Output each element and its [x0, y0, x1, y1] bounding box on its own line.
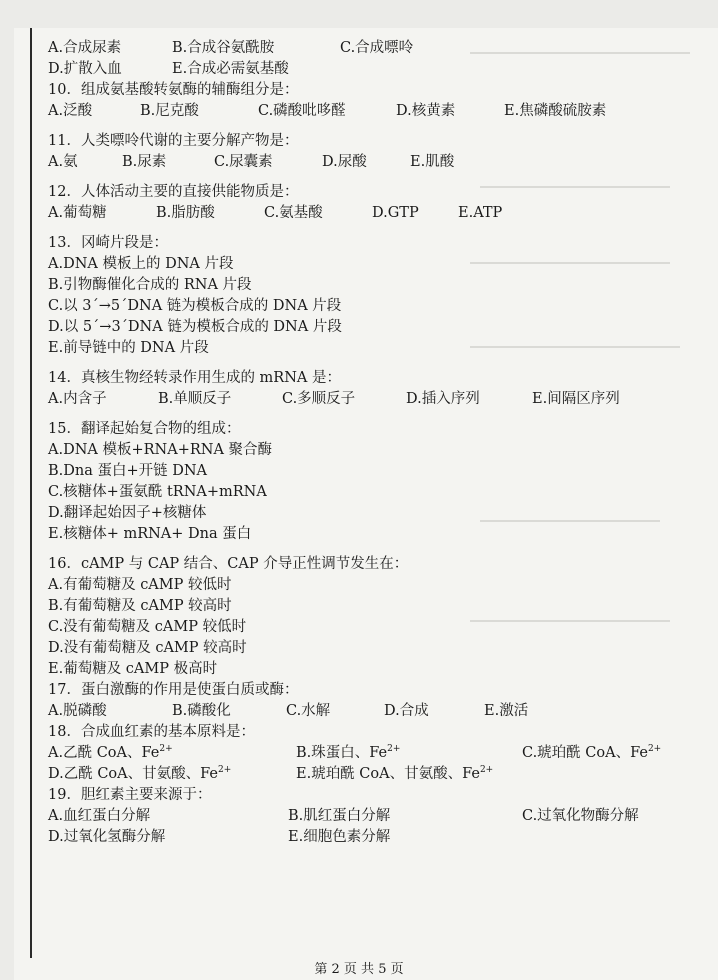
q15-option-c: C.核糖体+蛋氨酰 tRNA+mRNA [48, 484, 267, 500]
q19-option-e: E.细胞色素分解 [288, 829, 391, 845]
q10-option-b: B.尼克酸 [140, 103, 199, 119]
q18-option-a-charge: 2+ [159, 744, 173, 754]
q10-option-d: D.核黄素 [396, 103, 456, 119]
question-list [48, 38, 708, 848]
q14-option-b: B.单顺反子 [158, 391, 232, 407]
q10-option-e: E.焦磷酸硫胺素 [504, 103, 607, 119]
q18-option-e-charge: 2+ [479, 765, 494, 775]
q18-option-e [296, 764, 493, 785]
q9-option-a: A.合成尿素 [48, 40, 122, 56]
q12-option-d: D.GTP [372, 205, 419, 221]
q16-option-a: A.有葡萄糖及 cAMP 较低时 [48, 577, 232, 593]
q18-option-b-text: B.珠蛋白、Fe [296, 745, 388, 761]
q13-option-a: A.DNA 模板上的 DNA 片段 [48, 256, 234, 272]
q18-option-d-text: D.乙酰 CoA、甘氨酸、Fe [48, 766, 218, 782]
q18-option-d-charge: 2+ [217, 765, 232, 775]
q9-options-row1 [48, 38, 708, 59]
q14-options [48, 389, 708, 410]
q15-option-b: B.Dna 蛋白+开链 DNA [48, 463, 208, 479]
q13-option-d: D.以 5ˊ→3ˊDNA 链为模板合成的 DNA 片段 [48, 319, 342, 335]
q18-options-row1 [48, 743, 708, 764]
q14-stem: 14．真核生物经转录作用生成的 mRNA 是： [48, 370, 341, 386]
q19-options-row1 [48, 806, 708, 827]
q18-option-e-text: E.琥珀酰 CoA、甘氨酸、Fe [296, 766, 480, 782]
q10-stem: 10．组成氨基酸转氨酶的辅酶组分是： [48, 82, 299, 98]
q9-option-e: E.合成必需氨基酸 [172, 61, 289, 77]
q10-options [48, 101, 708, 122]
q15-option-a: A.DNA 模板+RNA+RNA 聚合酶 [48, 442, 273, 458]
q18-option-a-text: A.乙酰 CoA、Fe [48, 745, 160, 761]
q11-option-d: D.尿酸 [322, 154, 367, 170]
q16-option-b: B.有葡萄糖及 cAMP 较高时 [48, 598, 232, 614]
q9-options-row2 [48, 59, 708, 80]
q18-stem: 18．合成血红素的基本原料是： [48, 724, 255, 740]
q16-stem: 16．cAMP 与 CAP 结合、CAP 介导正性调节发生在： [48, 556, 409, 572]
q10-option-a: A.泛酸 [48, 103, 93, 119]
q13-option-b: B.引物酶催化合成的 RNA 片段 [48, 277, 252, 293]
q19-option-b: B.肌红蛋白分解 [288, 808, 391, 824]
q12-option-c: C.氨基酸 [264, 205, 323, 221]
q12-option-a: A.葡萄糖 [48, 205, 107, 221]
q19-stem: 19．胆红素主要来源于： [48, 787, 212, 803]
q16-option-d: D.没有葡萄糖及 cAMP 较高时 [48, 640, 247, 656]
page-footer: 第 2 页 共 5 页 [314, 962, 404, 977]
q10-option-c: C.磷酸吡哆醛 [258, 103, 346, 119]
q9-option-d: D.扩散入血 [48, 61, 122, 77]
q11-option-e: E.肌酸 [410, 154, 455, 170]
q19-options-row2 [48, 827, 708, 848]
q18-option-d [48, 764, 231, 785]
q17-option-d: D.合成 [384, 703, 429, 719]
q13-stem: 13．冈崎片段是： [48, 235, 168, 251]
q14-option-e: E.间隔区序列 [532, 391, 620, 407]
q18-option-c-charge: 2+ [647, 744, 662, 754]
q18-option-c-text: C.琥珀酰 CoA、Fe [522, 745, 648, 761]
q11-options [48, 152, 708, 173]
q15-stem: 15．翻译起始复合物的组成： [48, 421, 241, 437]
q16-option-e: E.葡萄糖及 cAMP 极高时 [48, 661, 218, 677]
q17-option-b: B.磷酸化 [172, 703, 231, 719]
q11-option-a: A.氨 [48, 154, 78, 170]
q15-option-d: D.翻译起始因子+核糖体 [48, 505, 207, 521]
q11-stem: 11．人类嘌呤代谢的主要分解产物是： [48, 133, 299, 149]
q15-option-e: E.核糖体+ mRNA+ Dna 蛋白 [48, 526, 252, 542]
q17-options [48, 701, 708, 722]
q12-option-e: E.ATP [458, 205, 503, 221]
q18-option-b [296, 743, 400, 764]
q17-stem: 17．蛋白激酶的作用是使蛋白质或酶： [48, 682, 299, 698]
q18-option-c [522, 743, 661, 764]
q14-option-c: C.多顺反子 [282, 391, 356, 407]
q12-options [48, 203, 708, 224]
q18-option-a [48, 743, 173, 764]
q9-option-b: B.合成谷氨酰胺 [172, 40, 275, 56]
q12-stem: 12．人体活动主要的直接供能物质是： [48, 184, 299, 200]
q12-option-b: B.脂肪酸 [156, 205, 215, 221]
q17-option-c: C.水解 [286, 703, 331, 719]
q17-option-a: A.脱磷酸 [48, 703, 107, 719]
q17-option-e: E.激活 [484, 703, 529, 719]
q18-options-row2 [48, 764, 708, 785]
q11-option-c: C.尿囊素 [214, 154, 273, 170]
q16-option-c: C.没有葡萄糖及 cAMP 较低时 [48, 619, 247, 635]
q18-option-b-charge: 2+ [387, 744, 401, 754]
q19-option-a: A.血红蛋白分解 [48, 808, 151, 824]
q11-option-b: B.尿素 [122, 154, 167, 170]
binding-margin-line [30, 28, 32, 958]
q14-option-d: D.插入序列 [406, 391, 480, 407]
q9-option-c: C.合成嘌呤 [340, 40, 414, 56]
q13-option-e: E.前导链中的 DNA 片段 [48, 340, 209, 356]
q19-option-c: C.过氧化物酶分解 [522, 808, 639, 824]
q14-option-a: A.内含子 [48, 391, 107, 407]
q19-option-d: D.过氧化氢酶分解 [48, 829, 166, 845]
q13-option-c: C.以 3ˊ→5ˊDNA 链为模板合成的 DNA 片段 [48, 298, 342, 314]
